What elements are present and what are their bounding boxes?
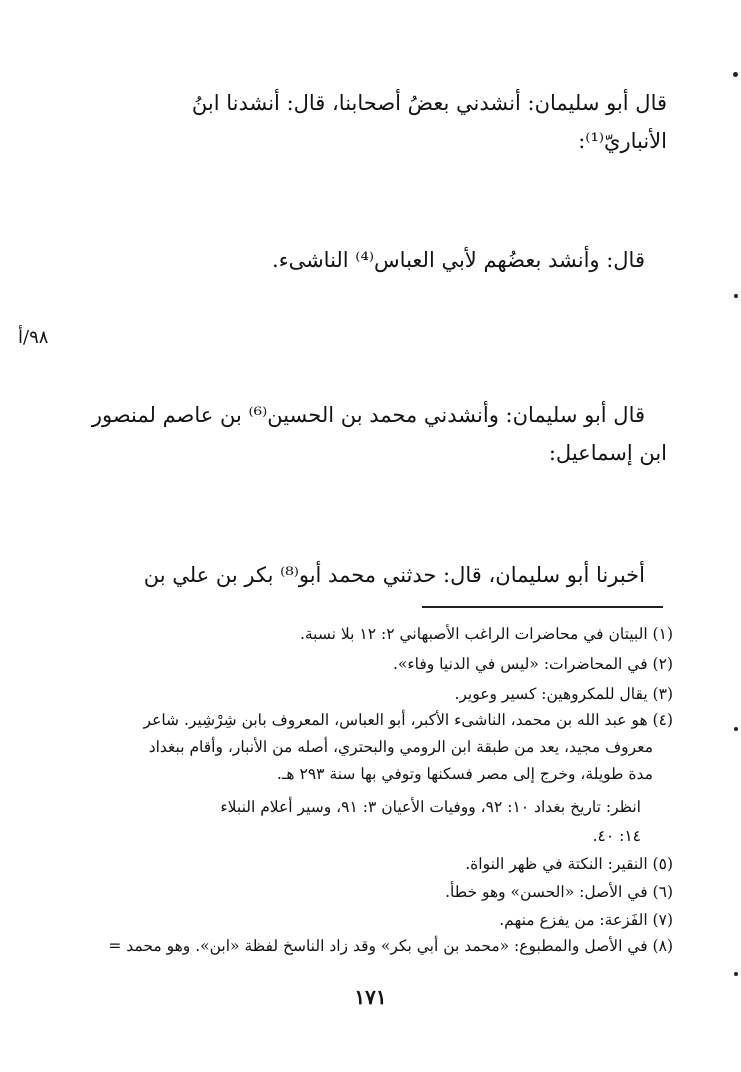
footnote-4-line-2: معروف مجيد، يعد من طبقة ابن الرومي والبحتري، أصله من الأنبار، وأقام ببغداد	[148, 738, 653, 756]
margin-dot-1	[733, 72, 738, 77]
footnote-7: (٧) الفَزعة: من يفزع منهم.	[499, 911, 673, 929]
prose-line-4: قال أبو سليمان: وأنشدني محمد بن الحسين⁽⁶⁾ بن عاصم لمنصور	[91, 403, 645, 427]
prose-line-6: أخبرنا أبو سليمان، قال: حدثني محمد أبو⁽⁸⁾ بكر بن علي بن	[143, 563, 645, 587]
prose-line-5: ابن إسماعيل:	[548, 441, 667, 465]
footnote-5: (٥) النقير: النكتة في ظهر النواة.	[465, 855, 673, 873]
footnote-4-reference-line-2: ١٤: ٤٠.	[592, 827, 641, 845]
footnote-4-line-1: (٤) هو عبد الله بن محمد، الناشىء الأكبر، أبو العباس، المعروف بابن شِرْشِير. شاعر	[143, 711, 673, 729]
margin-dot-4	[734, 972, 738, 976]
prose-line-3: قال: وأنشد بعضُهم لأبي العباس⁽⁴⁾ الناشىء.	[272, 248, 645, 272]
margin-dot-3	[734, 727, 738, 731]
footnote-1: (١) البيتان في محاضرات الراغب الأصبهاني ٢: ١٢ بلا نسبة.	[299, 625, 673, 643]
footnote-8: (٨) في الأصل والمطبوع: «محمد بن أبي بكر» وقد زاد الناسخ لفظة «ابن». وهو محمد =	[108, 937, 673, 955]
footnote-2: (٢) في المحاضرات: «ليس في الدنيا وفاء».	[392, 655, 673, 673]
footnote-separator	[422, 606, 663, 608]
margin-dot-2	[734, 294, 738, 298]
footnote-4-reference-line-1: انظر: تاريخ بغداد ١٠: ٩٢، ووفيات الأعيان ٣: ٩١، وسير أعلام النبلاء	[220, 798, 641, 816]
footnote-4-line-3: مدة طويلة، وخرج إلى مصر فسكنها وتوفي بها سنة ٢٩٣ هـ.	[276, 765, 653, 783]
footnote-3: (٣) يقال للمكروهين: كسير وعوير.	[454, 685, 673, 703]
manuscript-folio-marker: ٩٨/أ	[18, 327, 49, 348]
footnote-6: (٦) في الأصل: «الحسن» وهو خطأ.	[445, 883, 673, 901]
prose-line-2: الأنباريّ⁽¹⁾:	[578, 129, 667, 153]
prose-line-1: قال أبو سليمان: أنشدني بعضُ أصحابنا، قال: أنشدنا ابنُ	[191, 91, 667, 115]
page-number: ١٧١	[354, 985, 387, 1009]
